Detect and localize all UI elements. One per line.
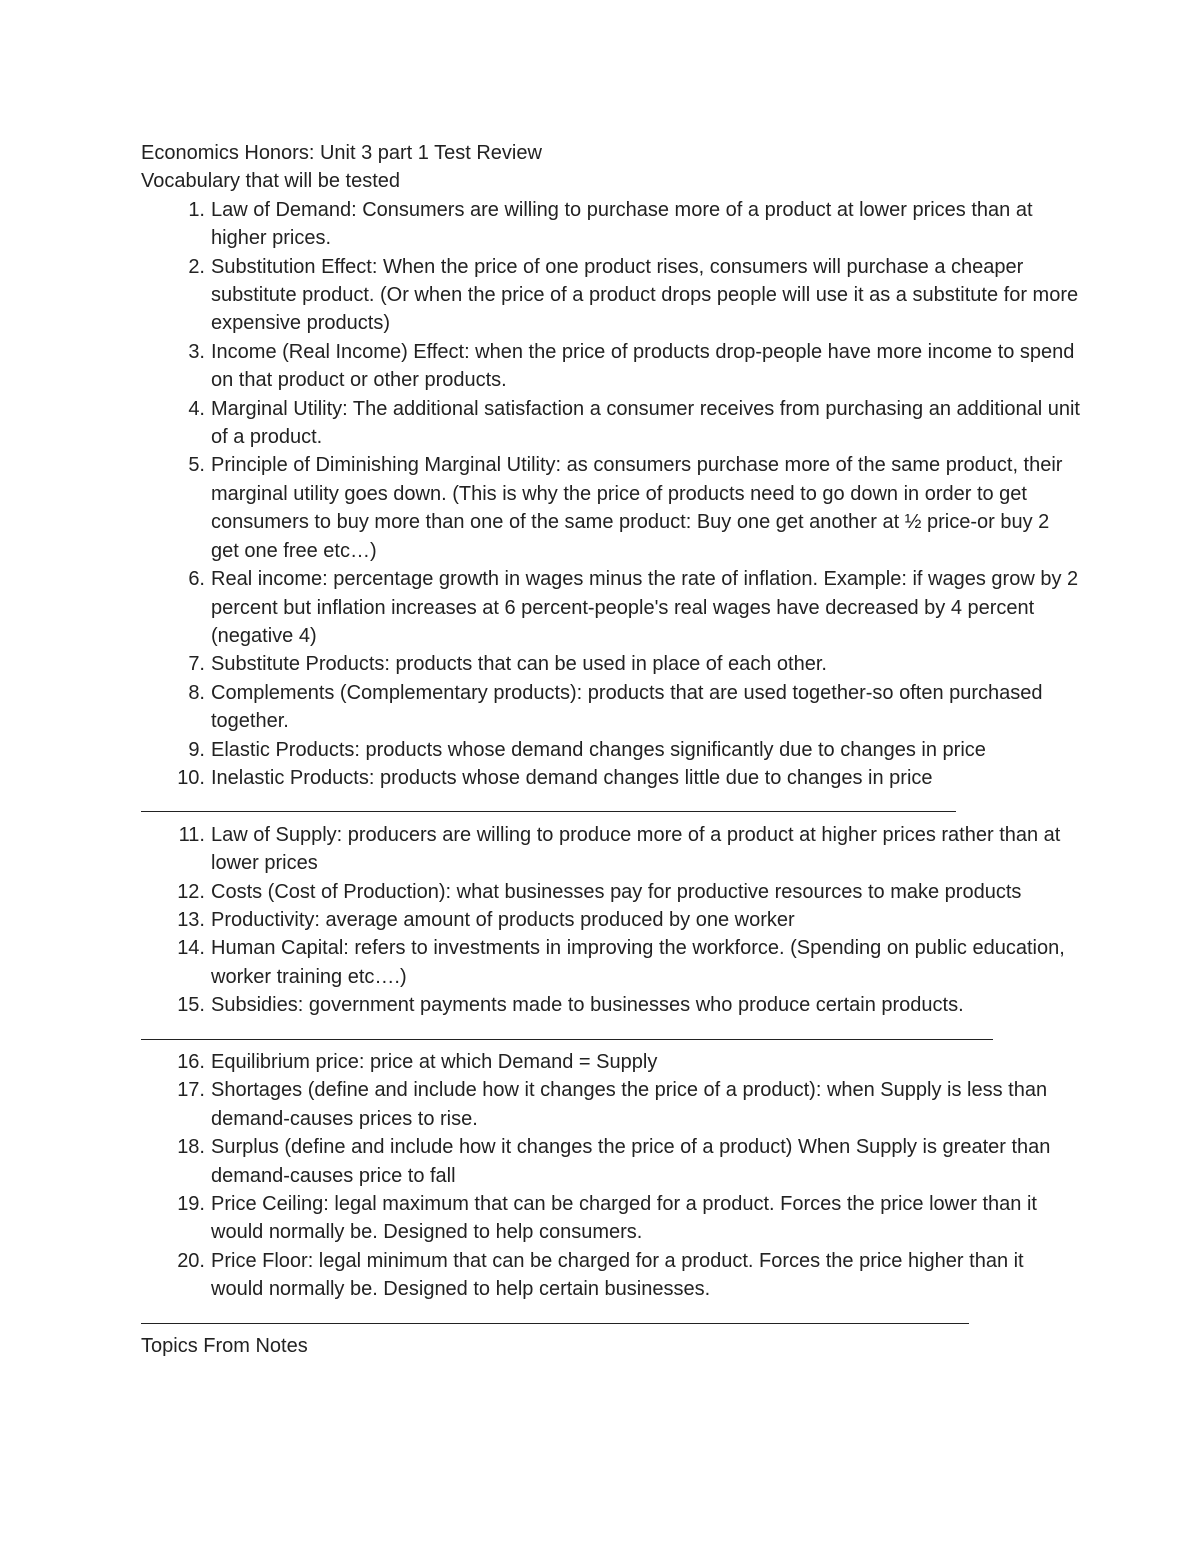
vocabulary-item bbox=[141, 196, 1081, 253]
vocabulary-item bbox=[141, 253, 1081, 338]
item-text: Surplus (define and include how it changes the price of a product) When Supply is greater than demand-causes price to fall bbox=[211, 1136, 1051, 1187]
item-number: 12. bbox=[177, 880, 205, 903]
document-body bbox=[141, 139, 1081, 1360]
item-text: Substitute Products: products that can be used in place of each other. bbox=[211, 653, 827, 676]
vocabulary-item bbox=[141, 338, 1081, 395]
vocabulary-heading: Vocabulary that will be tested bbox=[141, 170, 401, 193]
item-text: Price Ceiling: legal maximum that can be charged for a product. Forces the price lower than it would normally be. Designed to help consumers. bbox=[211, 1193, 1037, 1244]
section-divider bbox=[141, 1020, 1081, 1048]
item-text: Subsidies: government payments made to businesses who produce certain products. bbox=[211, 994, 964, 1017]
vocabulary-item bbox=[141, 991, 1081, 1019]
item-number: 8. bbox=[188, 681, 205, 704]
item-text: Income (Real Income) Effect: when the price of products drop-people have more income to spend on that product or other products. bbox=[211, 340, 1075, 392]
item-number: 15. bbox=[177, 994, 205, 1017]
item-number: 19. bbox=[177, 1193, 205, 1215]
vocabulary-item bbox=[141, 1247, 1081, 1304]
item-text: Productivity: average amount of products produced by one worker bbox=[211, 908, 795, 931]
item-text: Shortages (define and include how it changes the price of a product): when Supply is less than demand-causes prices to rise. bbox=[211, 1079, 1048, 1130]
vocabulary-list-demand bbox=[141, 196, 1081, 793]
vocabulary-item bbox=[141, 906, 1081, 934]
vocabulary-item bbox=[141, 736, 1081, 764]
item-text: Inelastic Products: products whose demand changes little due to changes in price bbox=[211, 766, 933, 789]
vocabulary-item bbox=[141, 878, 1081, 906]
item-number: 2. bbox=[188, 255, 205, 278]
item-number: 1. bbox=[188, 198, 205, 221]
vocabulary-item bbox=[141, 1048, 1081, 1076]
item-text: Law of Supply: producers are willing to produce more of a product at higher prices rather than at lower prices bbox=[211, 823, 1061, 875]
vocabulary-item bbox=[141, 821, 1081, 878]
vocabulary-item bbox=[141, 764, 1081, 792]
vocabulary-item bbox=[141, 650, 1081, 678]
item-number: 20. bbox=[177, 1249, 205, 1272]
item-text: Price Floor: legal minimum that can be charged for a product. Forces the price higher than it would normally be. Designed to help certain businesses. bbox=[211, 1249, 1024, 1301]
item-text: Marginal Utility: The additional satisfaction a consumer receives from purchasing an additional unit of a product. bbox=[211, 397, 1080, 449]
item-number: 17. bbox=[177, 1079, 205, 1102]
vocabulary-item bbox=[141, 451, 1081, 565]
item-text: Human Capital: refers to investments in improving the workforce. (Spending on public education, worker training etc….) bbox=[211, 937, 1065, 988]
item-number: 7. bbox=[188, 653, 205, 676]
vocabulary-item bbox=[141, 1076, 1081, 1133]
item-number: 5. bbox=[188, 454, 205, 477]
item-number: 4. bbox=[188, 397, 205, 420]
item-number: 13. bbox=[177, 908, 205, 931]
item-number: 6. bbox=[188, 568, 205, 591]
item-text: Equilibrium price: price at which Demand = Supply bbox=[211, 1050, 658, 1073]
item-text: Elastic Products: products whose demand changes significantly due to changes in price bbox=[211, 738, 986, 761]
vocabulary-item bbox=[141, 395, 1081, 452]
topics-heading: Topics From Notes bbox=[141, 1335, 308, 1358]
item-text: Law of Demand: Consumers are willing to purchase more of a product at lower prices than at higher prices. bbox=[211, 198, 1033, 250]
item-text: Substitution Effect: When the price of one product rises, consumers will purchase a cheaper substitute product. (Or when the price of a product drops people will use it as a substitute for more expensive products) bbox=[211, 255, 1079, 335]
item-number: 11. bbox=[178, 823, 205, 846]
vocabulary-list-market bbox=[141, 1048, 1081, 1304]
vocabulary-list-supply bbox=[141, 821, 1081, 1020]
item-number: 16. bbox=[177, 1050, 205, 1073]
item-text: Real income: percentage growth in wages minus the rate of inflation. Example: if wages grow by 2 percent but inflation increases at 6 percent-people's real wages have decreased by 4 percent (negative 4) bbox=[211, 568, 1079, 647]
item-number: 18. bbox=[177, 1136, 205, 1159]
item-number: 10. bbox=[177, 766, 205, 789]
item-number: 3. bbox=[188, 340, 205, 363]
vocabulary-item bbox=[141, 1190, 1081, 1247]
document-title: Economics Honors: Unit 3 part 1 Test Review bbox=[141, 142, 542, 164]
vocabulary-item bbox=[141, 679, 1081, 736]
item-number: 14. bbox=[177, 937, 205, 960]
item-text: Complements (Complementary products): products that are used together-so often purchased together. bbox=[211, 681, 1043, 733]
section-divider bbox=[141, 1304, 1081, 1332]
section-divider bbox=[141, 792, 1081, 820]
vocabulary-item bbox=[141, 565, 1081, 650]
vocabulary-item bbox=[141, 934, 1081, 991]
item-text: Costs (Cost of Production): what businesses pay for productive resources to make products bbox=[211, 880, 1022, 903]
item-number: 9. bbox=[188, 738, 205, 761]
item-text: Principle of Diminishing Marginal Utility: as consumers purchase more of the same product, their marginal utility goes down. (This is why the price of products need to go down in order to get consumers to buy more than one of the same product: Buy one get another at ½ price-or buy 2 get one free etc…) bbox=[211, 454, 1063, 562]
vocabulary-item bbox=[141, 1133, 1081, 1190]
